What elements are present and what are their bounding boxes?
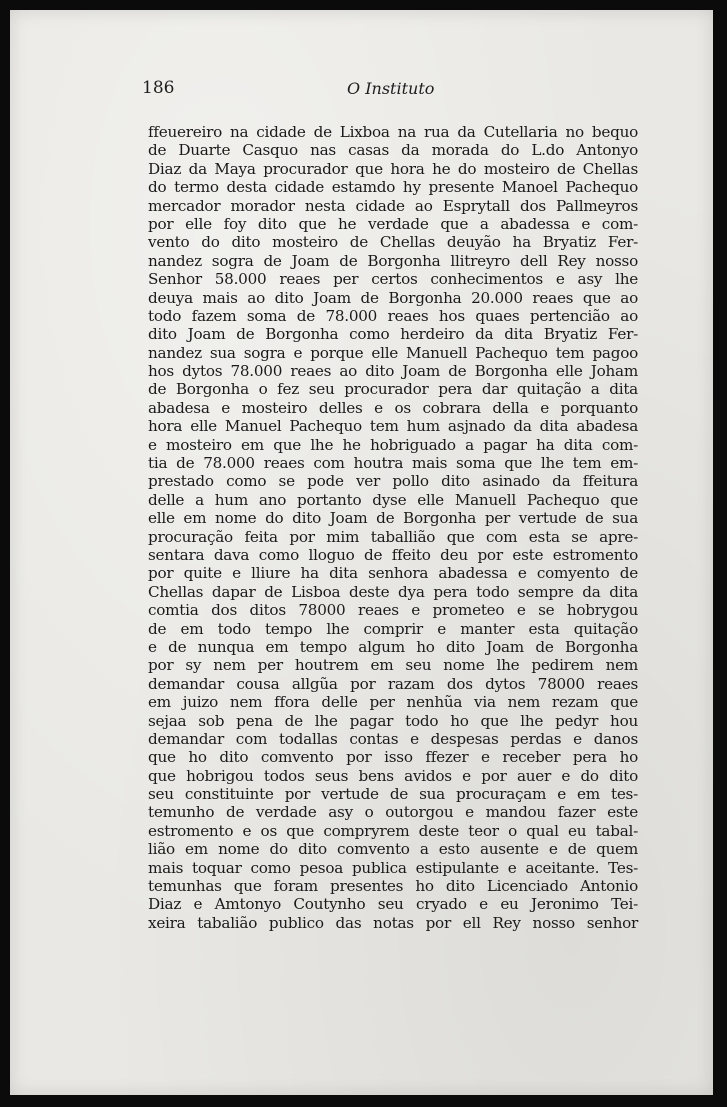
document-body [148, 123, 638, 932]
text-line: e de nunqua em tempo algum ho dito Joam de Borgonha [148, 637, 638, 656]
text-line: abadesa e mosteiro delles e os cobrara della e porquanto [148, 398, 638, 417]
running-title: O Instituto [347, 79, 435, 98]
text-line: temunho de verdade asy o outorgou e mandou fazer este [148, 803, 638, 822]
text-line: lião em nome do dito comvento a esto ausente e de quem [148, 840, 638, 859]
text-line: hora elle Manuel Pachequo tem hum asjnado da dita abadesa [148, 417, 638, 436]
text-line: e mosteiro em que lhe he hobriguado a pagar ha dita com- [148, 435, 638, 454]
text-line: nandez sua sogra e porque elle Manuell Pachequo tem pagoo [148, 343, 638, 362]
text-line: hos dytos 78.000 reaes ao dito Joam de Borgonha elle Joham [148, 362, 638, 381]
page-number: 186 [142, 78, 175, 98]
text-line: seu constituinte por vertude de sua procuraçam e em tes- [148, 785, 638, 804]
text-line: temunhas que foram presentes ho dito Licenciado Antonio [148, 877, 638, 896]
text-line: estromento e os que compryrem deste teor o qual eu tabal- [148, 821, 638, 840]
text-line: mais toquar como pesoa publica estipulante e aceitante. Tes- [148, 858, 638, 877]
text-line: elle em nome do dito Joam de Borgonha per vertude de sua [148, 509, 638, 528]
text-line: dito Joam de Borgonha como herdeiro da dita Bryatiz Fer- [148, 325, 638, 344]
text-line: Diaz e Amtonyo Coutynho seu cryado e eu Jeronimo Tei- [148, 895, 638, 914]
text-line: que hobrigou todos seus bens avidos e por auer e do dito [148, 766, 638, 785]
text-line: do termo desta cidade estamdo hy presente Manoel Pachequo [148, 178, 638, 197]
text-line: por elle foy dito que he verdade que a abadessa e com- [148, 214, 638, 233]
text-line: de Duarte Casquo nas casas da morada do L.do Antonyo [148, 141, 638, 160]
text-line: de Borgonha o fez seu procurador pera dar quitação a dita [148, 380, 638, 399]
text-line: demandar com todallas contas e despesas perdas e danos [148, 729, 638, 748]
text-line: delle a hum ano portanto dyse elle Manuell Pachequo que [148, 490, 638, 509]
text-line: em juizo nem ffora delle per nenhũa via nem rezam que [148, 693, 638, 712]
text-line: mercador morador nesta cidade ao Esprytall dos Pallmeyros [148, 196, 638, 215]
text-line: que ho dito comvento por isso ffezer e receber pera ho [148, 748, 638, 767]
text-line: comtia dos ditos 78000 reaes e prometeo e se hobrygou [148, 601, 638, 620]
text-line: Senhor 58.000 reaes per certos conhecimentos e asy lhe [148, 270, 638, 289]
text-line: de em todo tempo lhe comprir e manter esta quitação [148, 619, 638, 638]
text-line: tia de 78.000 reaes com houtra mais soma que lhe tem em- [148, 454, 638, 473]
text-line: nandez sogra de Joam de Borgonha llitreyro dell Rey nosso [148, 251, 638, 270]
text-line: vento do dito mosteiro de Chellas deuyão ha Bryatiz Fer- [148, 233, 638, 252]
text-line: por quite e lliure ha dita senhora abadessa e comyento de [148, 564, 638, 583]
book-page [10, 10, 713, 1095]
text-line: todo fazem soma de 78.000 reaes hos quaes pertencião ao [148, 306, 638, 325]
text-line: sentara dava como lloguo de ffeito deu por este estromento [148, 545, 638, 564]
text-line: demandar cousa allgũa por razam dos dytos 78000 reaes [148, 674, 638, 693]
text-line: xeira tabalião publico das notas por ell Rey nosso senhor [148, 913, 638, 932]
text-line: Chellas dapar de Lisboa deste dya pera todo sempre da dita [148, 582, 638, 601]
text-line: Diaz da Maya procurador que hora he do mosteiro de Chellas [148, 159, 638, 178]
text-line: ffeuereiro na cidade de Lixboa na rua da Cutellaria no bequo [148, 123, 638, 141]
text-line: procuração feita por mim taballião que com esta se apre- [148, 527, 638, 546]
text-line: sejaa sob pena de lhe pagar todo ho que lhe pedyr hou [148, 711, 638, 730]
text-line: por sy nem per houtrem em seu nome lhe pedirem nem [148, 656, 638, 675]
text-line: deuya mais ao dito Joam de Borgonha 20.000 reaes que ao [148, 288, 638, 307]
text-line: prestado como se pode ver pollo dito asinado da ffeitura [148, 472, 638, 491]
page-header [142, 78, 642, 102]
